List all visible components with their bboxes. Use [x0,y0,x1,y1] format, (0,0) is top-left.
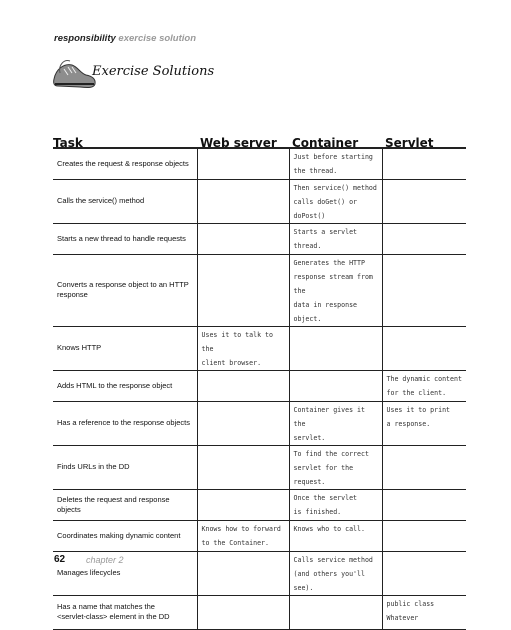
task-cell [53,148,197,179]
task-cell-text: Adds HTML to the response object [57,380,173,390]
header-bold: responsibility [54,33,116,44]
web-server-cell [197,254,289,326]
table-row [53,489,466,520]
container-cell [289,223,382,254]
chapter-label: chapter 2 [86,555,124,565]
task-cell-text: Manages lifecycles [57,568,121,577]
container-cell-text: Calls service method (and others you'll see). [293,555,373,592]
container-cell-text: Then service() method calls doGet() or doPost() [293,183,377,220]
servlet-cell [382,148,466,179]
container-cell [289,520,382,551]
column-header-container: Container [292,136,359,150]
web-server-cell [197,520,289,551]
column-header-web-server: Web server [200,136,277,150]
container-cell-text: To find the correct servlet for the request. [293,449,369,486]
task-cell [53,370,197,401]
table-row [53,179,466,223]
task-cell-text: Converts a response object to an HTTP response [57,280,189,299]
task-cell-text: Calls the service() method [57,196,145,205]
container-cell [289,370,382,401]
task-cell [53,326,197,370]
container-cell-text: Knows who to call. [293,524,365,533]
servlet-cell [382,223,466,254]
web-server-cell [197,551,289,595]
task-cell [53,595,197,629]
task-cell-text: Has a reference to the response objects [57,418,190,427]
container-cell [289,401,382,445]
servlet-cell [382,254,466,326]
web-server-cell [197,148,289,179]
servlet-cell [382,179,466,223]
table-row [53,223,466,254]
table-row [53,148,466,179]
task-cell [53,254,197,326]
task-cell [53,445,197,489]
container-cell-text: Just before starting the thread. [293,153,373,175]
task-cell-text: Has a name that matches the <servlet-class> element in the DD [57,602,170,621]
servlet-cell [382,370,466,401]
servlet-cell [382,595,466,629]
table-row [53,326,466,370]
page-title: Exercise Solutions [92,64,215,79]
task-cell-text: Finds URLs in the DD [57,462,130,471]
servlet-cell-text: The dynamic content for the client. [386,374,462,397]
task-cell [53,520,197,551]
running-shoe-icon [50,55,98,93]
container-cell [289,148,382,179]
servlet-cell [382,489,466,520]
table-row [53,401,466,445]
container-cell [289,489,382,520]
container-cell-text: Generates the HTTP response stream from the data in response object. [293,258,373,323]
table-row [53,595,466,629]
column-header-servlet: Servlet [385,136,434,150]
web-server-cell [197,445,289,489]
web-server-cell [197,401,289,445]
web-server-cell [197,489,289,520]
running-header [54,33,196,44]
table-row [53,254,466,326]
container-cell-text: Container gives it the servlet. [293,405,365,442]
web-server-cell-text: Uses it to talk to the client browser. [201,330,273,367]
container-cell [289,179,382,223]
web-server-cell [197,179,289,223]
servlet-cell [382,401,466,445]
servlet-cell-text: Uses it to print a response. [386,405,451,428]
web-server-cell [197,223,289,254]
task-cell [53,551,197,595]
task-cell [53,489,197,520]
task-cell [53,179,197,223]
task-cell-text: Starts a new thread to handle requests [57,233,186,243]
container-cell-text: Starts a servlet thread. [293,227,358,250]
container-cell [289,595,382,629]
web-server-cell [197,326,289,370]
servlet-cell [382,326,466,370]
task-cell [53,223,197,254]
servlet-cell-text: public class Whatever [386,599,435,622]
column-header-task: Task [53,136,83,150]
servlet-cell [382,445,466,489]
web-server-cell-text: Knows how to forward to the Container. [201,524,281,547]
task-cell-text: Coordinates making dynamic content [57,530,181,540]
container-cell-text: Once the servlet is finished. [293,493,358,516]
task-cell [53,401,197,445]
table-row [53,445,466,489]
task-cell-text: Knows HTTP [57,343,102,352]
web-server-cell [197,595,289,629]
container-cell [289,445,382,489]
container-cell [289,254,382,326]
task-cell-text: Creates the request & response objects [57,158,189,168]
web-server-cell [197,370,289,401]
table-row [53,520,466,551]
servlet-cell [382,520,466,551]
table-row [53,370,466,401]
task-cell-text: Deletes the request and response objects [57,494,170,514]
container-cell [289,551,382,595]
container-cell [289,326,382,370]
header-grey: exercise solution [118,33,197,44]
page-number: 62 [54,554,66,565]
servlet-cell [382,551,466,595]
